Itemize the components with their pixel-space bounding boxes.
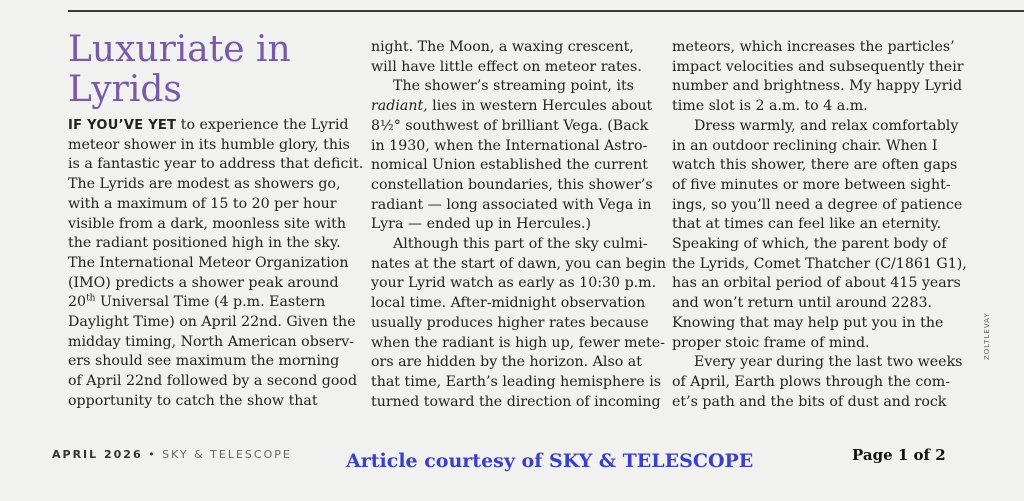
footer-folio (52, 448, 292, 461)
body-line: the radiant positioned high in the sky. (68, 235, 341, 252)
body-line: nates at the start of dawn, you can begin (371, 255, 666, 272)
body-line: meteor shower in its humble glory, this (68, 136, 350, 153)
body-line: and won’t return until around 2283. (672, 295, 933, 312)
body-text: 20 (68, 294, 87, 311)
body-line: proper stoic frame of mind. (672, 334, 870, 351)
column-3 (672, 38, 967, 412)
column-1 (68, 29, 364, 412)
body-line: Speaking of which, the parent body of (672, 236, 947, 253)
body-line: ors are hidden by the horizon. Also at (371, 354, 642, 371)
body-line: turned toward the direction of incoming (371, 393, 661, 410)
body-line: that at times can feel like an eternity. (672, 216, 942, 233)
body-line: radiant — long associated with Vega in (371, 196, 652, 213)
folio-bullet: • (142, 448, 163, 461)
courtesy-line: Article courtesy of SKY & TELESCOPE (346, 450, 754, 472)
body-line: visible from a dark, moonless site with (68, 215, 346, 232)
body-line: impact velocities and subsequently their (672, 58, 964, 75)
body-text: Universal Time (4 p.m. Eastern (95, 294, 326, 311)
body-line: ings, so you’ll need a degree of patience (672, 196, 963, 213)
body-line: of April, Earth plows through the com- (672, 373, 951, 390)
body-line: number and brightness. My happy Lyrid (672, 78, 963, 95)
magazine-name: SKY & TELESCOPE (162, 448, 292, 461)
column-2 (371, 38, 666, 412)
body-line: Although this part of the sky culmi- (393, 236, 648, 253)
body-line: opportunity to catch the show that (68, 392, 318, 409)
body-line: that time, Earth’s leading hemisphere is (371, 373, 662, 390)
body-line: has an orbital period of about 415 years (672, 275, 961, 292)
title-line-1: Luxuriate in (68, 29, 291, 70)
body-line: when the radiant is high up, fewer mete- (371, 334, 665, 351)
top-rule (68, 10, 1024, 12)
body-line: usually produces higher rates because (371, 314, 649, 331)
title-line-2: Lyrids (68, 69, 182, 110)
body-line: The shower’s streaming point, its (393, 78, 634, 95)
body-line: constellation boundaries, this shower’s (371, 176, 653, 193)
photo-credit: ZOLTLEVAY (983, 312, 991, 360)
body-line: nomical Union established the current (371, 157, 648, 174)
body-line: is a fantastic year to address that deficit. (68, 156, 364, 173)
body-line: will have little effect on meteor rates. (371, 58, 642, 75)
body-line: The International Meteor Organization (68, 254, 349, 271)
body-line: Daylight Time) on April 22nd. Given the (68, 314, 356, 331)
article-title (68, 30, 350, 110)
body-line: of April 22nd followed by a second good (68, 373, 358, 390)
body-line: night. The Moon, a waxing crescent, (371, 39, 634, 55)
body-line: in an outdoor reclining chair. When I (672, 137, 938, 154)
body-line: your Lyrid watch as early as 10:30 p.m. (371, 275, 657, 292)
body-line: local time. After-midnight observation (371, 295, 646, 312)
body-line: Every year during the last two weeks (694, 354, 963, 371)
body-line: et’s path and the bits of dust and rock (672, 393, 947, 410)
body-line: of five minutes or more between sight- (672, 176, 951, 193)
body-line: meteors, which increases the particles’ (672, 39, 955, 55)
body-line: The Lyrids are modest as showers go, (68, 176, 341, 193)
body-line: 8½° southwest of brilliant Vega. (Back (371, 117, 649, 134)
italic-term: radiant, (371, 98, 428, 115)
body-line: midday timing, North American observ- (68, 333, 355, 350)
page-number: Page 1 of 2 (852, 446, 946, 464)
body-line: in 1930, when the International Astro- (371, 137, 648, 154)
body-line: time slot is 2 a.m. to 4 a.m. (672, 98, 868, 115)
body-line: watch this shower, there are often gaps (672, 157, 958, 174)
body-line: Dress warmly, and relax comfortably (694, 117, 959, 134)
body-line: Lyra — ended up in Hercules.) (371, 216, 592, 233)
lead-in: IF YOU’VE YET (68, 118, 177, 133)
superscript: th (86, 293, 96, 304)
body-line: (IMO) predicts a shower peak around (68, 274, 339, 291)
body-line: to experience the Lyrid (176, 117, 349, 133)
body-line: with a maximum of 15 to 20 per hour (68, 195, 337, 212)
body-line: Knowing that may help put you in the (672, 314, 944, 331)
body-text: lies in western Hercules about (427, 98, 653, 115)
body-line: the Lyrids, Comet Thatcher (C/1861 G1), (672, 255, 967, 272)
issue-date: APRIL 2026 (52, 448, 143, 461)
body-line: ers should see maximum the morning (68, 353, 340, 370)
